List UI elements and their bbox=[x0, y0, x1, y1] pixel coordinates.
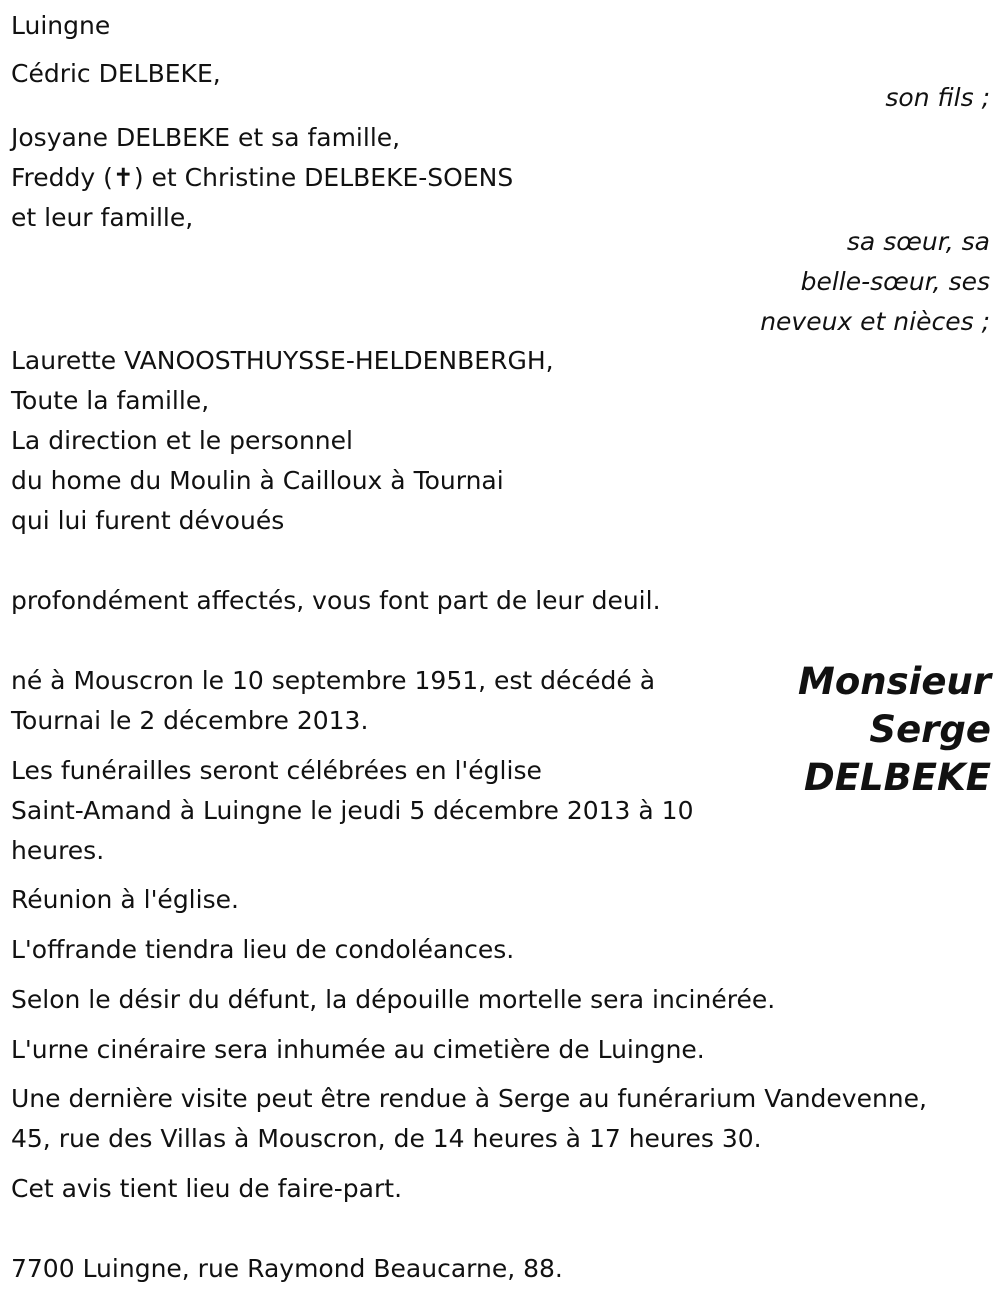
detail-line: Tournai le 2 décembre 2013. bbox=[11, 706, 369, 735]
detail-line: Saint-Amand à Luingne le jeudi 5 décembre 2013 à 10 bbox=[11, 796, 694, 825]
others-line: qui lui furent dévoués bbox=[11, 506, 285, 535]
deceased-last-name: DELBEKE bbox=[804, 756, 991, 799]
others-line: Laurette VANOOSTHUYSSE-HELDENBERGH, bbox=[11, 346, 554, 375]
deceased-first-name: Serge bbox=[869, 708, 991, 751]
relation-line: neveux et nièces ; bbox=[760, 307, 990, 336]
relation-line: sa sœur, sa bbox=[846, 227, 990, 256]
others-line: Toute la famille, bbox=[11, 386, 210, 415]
deceased-name bbox=[798, 658, 991, 802]
cremation-info: Selon le désir du défunt, la dépouille mortelle sera incinérée. bbox=[11, 985, 776, 1014]
sibling-line: Josyane DELBEKE et sa famille, bbox=[11, 123, 401, 152]
notice-info: Cet avis tient lieu de faire-part. bbox=[11, 1174, 403, 1203]
son-relation: son fils ; bbox=[885, 83, 990, 112]
location-heading: Luingne bbox=[11, 11, 111, 40]
relation-line: belle-sœur, ses bbox=[800, 267, 990, 296]
others-block bbox=[11, 341, 554, 541]
detail-line: Les funérailles seront célébrées en l'église bbox=[11, 756, 542, 785]
announcement: profondément affectés, vous font part de leur deuil. bbox=[11, 586, 661, 615]
urn-info: L'urne cinéraire sera inhumée au cimetière de Luingne. bbox=[11, 1035, 705, 1064]
son-name: Cédric DELBEKE, bbox=[11, 59, 221, 88]
others-line: du home du Moulin à Cailloux à Tournai bbox=[11, 466, 504, 495]
offering-info: L'offrande tiendra lieu de condoléances. bbox=[11, 935, 515, 964]
address: 7700 Luingne, rue Raymond Beaucarne, 88. bbox=[11, 1254, 563, 1283]
siblings-block bbox=[11, 118, 513, 238]
sibling-line: Freddy (✝) et Christine DELBEKE-SOENS bbox=[11, 163, 514, 192]
visit-details bbox=[11, 1079, 927, 1159]
siblings-relation bbox=[760, 222, 990, 342]
detail-line: heures. bbox=[11, 836, 105, 865]
deceased-title: Monsieur bbox=[798, 660, 991, 703]
sibling-line: et leur famille, bbox=[11, 203, 194, 232]
others-line: La direction et le personnel bbox=[11, 426, 353, 455]
detail-line: né à Mouscron le 10 septembre 1951, est décédé à bbox=[11, 666, 656, 695]
funeral-details bbox=[11, 751, 693, 871]
detail-line: Une dernière visite peut être rendue à Serge au funérarium Vandevenne, bbox=[11, 1084, 927, 1113]
detail-line: 45, rue des Villas à Mouscron, de 14 heures à 17 heures 30. bbox=[11, 1124, 762, 1153]
birth-death-details bbox=[11, 661, 655, 741]
meeting-info: Réunion à l'église. bbox=[11, 885, 239, 914]
